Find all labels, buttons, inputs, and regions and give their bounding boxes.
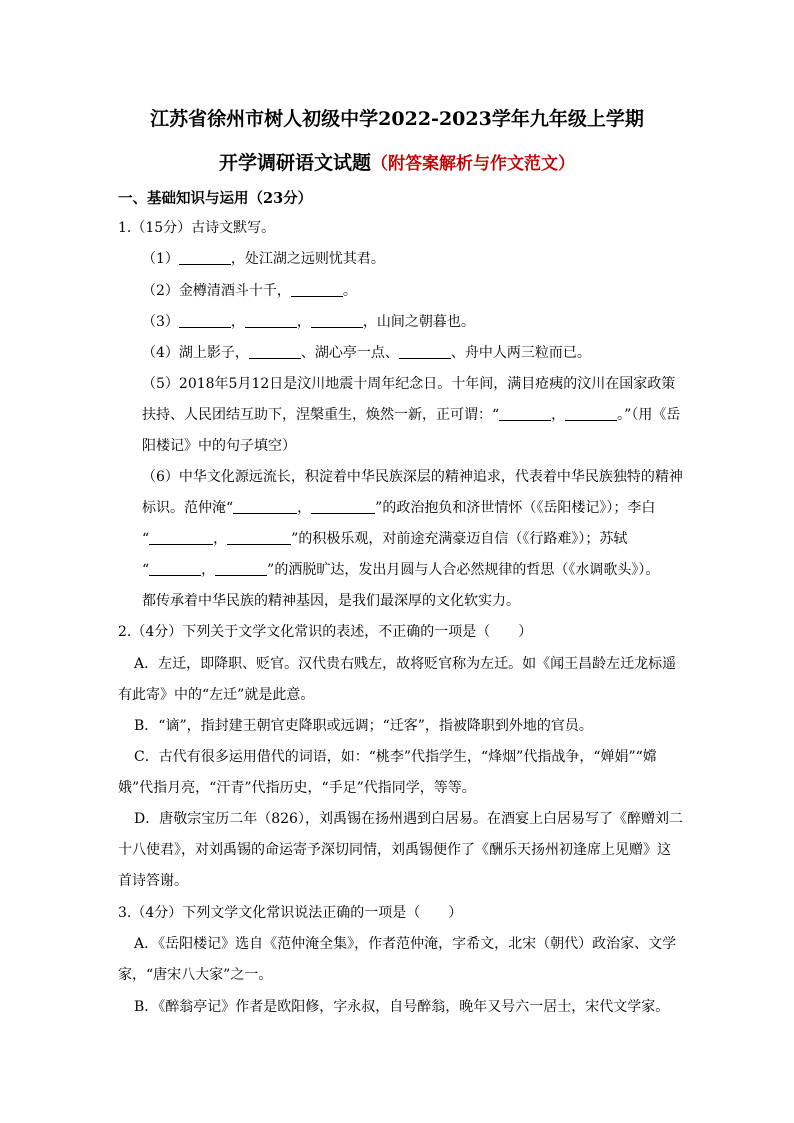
- section-heading: 一、基础知识与运用（23分）: [118, 190, 313, 207]
- q1-sub5-line2: 扶持、人民团结互助下，涅槃重生，焕然一新，正可谓：“ ， 。”（用《岳: [142, 407, 681, 423]
- q3-option-b: B．《醉翁亭记》作者是欧阳修，字永叔，自号醉翁，晚年又号六一居士，宋代文学家。: [134, 999, 670, 1015]
- q2-option-d-line2: 十八使君》，对刘禹锡的命运寄予深切同情，刘禹锡便作了《酬乐天扬州初逢席上见赠》这: [118, 842, 671, 858]
- q2-option-a-line2: 有此寄》中的“左迁”就是此意。: [118, 687, 315, 703]
- title-main: 开学调研语文试题: [218, 152, 371, 174]
- title-note: （附答案解析与作文范文）: [371, 154, 575, 174]
- q1-sub6-line5: 都传承着中华民族的精神基因，是我们最深厚的文化软实力。: [142, 593, 520, 609]
- q1-sub5-line3: 阳楼记》中的句子填空）: [142, 438, 296, 454]
- answer-blank[interactable]: [311, 313, 363, 328]
- q2-stem: 2.（4分）下列关于文学文化常识的表述，不正确的一项是（ ）: [118, 624, 533, 640]
- answer-blank[interactable]: [249, 344, 301, 359]
- answer-blank[interactable]: [149, 561, 201, 576]
- q2-option-d-line1: D．唐敬宗宝历二年（826），刘禹锡在扬州遇到白居易。在酒宴上白居易写了《醉赠刘二: [134, 811, 683, 827]
- answer-blank[interactable]: [291, 282, 343, 297]
- q3-stem: 3.（4分）下列文学文化常识说法正确的一项是（ ）: [118, 905, 463, 921]
- q2-option-a-line1: A．左迁，即降职、贬官。汉代贵右贱左，故将贬官称为左迁。如《闻王昌龄左迁龙标遥: [134, 656, 677, 672]
- answer-blank[interactable]: [311, 499, 375, 514]
- answer-blank[interactable]: [245, 313, 297, 328]
- q1-sub1: （1） ，处江湖之远则忧其君。: [142, 251, 385, 267]
- q1-sub2: （2）金樽清酒斗十千， 。: [142, 283, 357, 299]
- answer-blank[interactable]: [179, 250, 231, 265]
- answer-blank[interactable]: [215, 561, 267, 576]
- answer-blank[interactable]: [399, 344, 451, 359]
- q2-option-c-line1: C．古代有很多运用借代的词语，如：“桃李”代指学生，“烽烟”代指战争，“婵娟”“嫦: [134, 749, 657, 765]
- q1-sub6-line2: 标识。范仲淹“ ， ”的政治抱负和济世情怀（《岳阳楼记》）；李白: [142, 500, 656, 516]
- q3-option-a-line2: 家，“唐宋八大家”之一。: [118, 967, 273, 983]
- q2-option-b: B．“谪”，指封建王朝官吏降职或远调；“迁客”，指被降职到外地的官员。: [134, 718, 593, 734]
- q2-option-d-line3: 首诗答谢。: [118, 873, 188, 889]
- q2-option-c-line2: 娥”代指月亮，“汗青”代指历史，“手足”代指同学，等等。: [118, 780, 476, 796]
- answer-blank[interactable]: [565, 406, 617, 421]
- q1-sub6-line1: （6）中华文化源远流长，积淀着中华民族深层的精神追求，代表着中华民族独特的精神: [142, 469, 683, 485]
- answer-blank[interactable]: [233, 499, 297, 514]
- answer-blank[interactable]: [499, 406, 551, 421]
- q3-option-a-line1: A．《岳阳楼记》选自《范仲淹全集》，作者范仲淹，字希文，北宋（朝代）政治家、文学: [134, 936, 677, 952]
- answer-blank[interactable]: [149, 530, 213, 545]
- answer-blank[interactable]: [227, 530, 291, 545]
- q1-sub4: （4）湖上影子， 、湖心亭一点、 、舟中人两三粒而已。: [142, 345, 591, 361]
- q1-sub6-line3: “ ， ”的积极乐观，对前途充满豪迈自信（《行路难》）；苏轼: [142, 531, 628, 547]
- q1-sub3: （3） ， ， ，山间之朝暮也。: [142, 314, 475, 330]
- document-title-line2: [0, 148, 794, 175]
- q1-sub6-line4: “ ， ”的洒脱旷达，发出月圆与人合必然规律的哲思（《水调歌头》）。: [142, 562, 660, 578]
- q1-sub5-line1: （5）2018年5月12日是汶川地震十周年纪念日。十年间，满目疮痍的汶川在国家政策: [142, 376, 676, 392]
- answer-blank[interactable]: [179, 313, 231, 328]
- q1-stem: 1.（15分）古诗文默写。: [118, 220, 276, 236]
- document-title-line1: 江苏省徐州市树人初级中学2022-2023学年九年级上学期: [150, 108, 644, 130]
